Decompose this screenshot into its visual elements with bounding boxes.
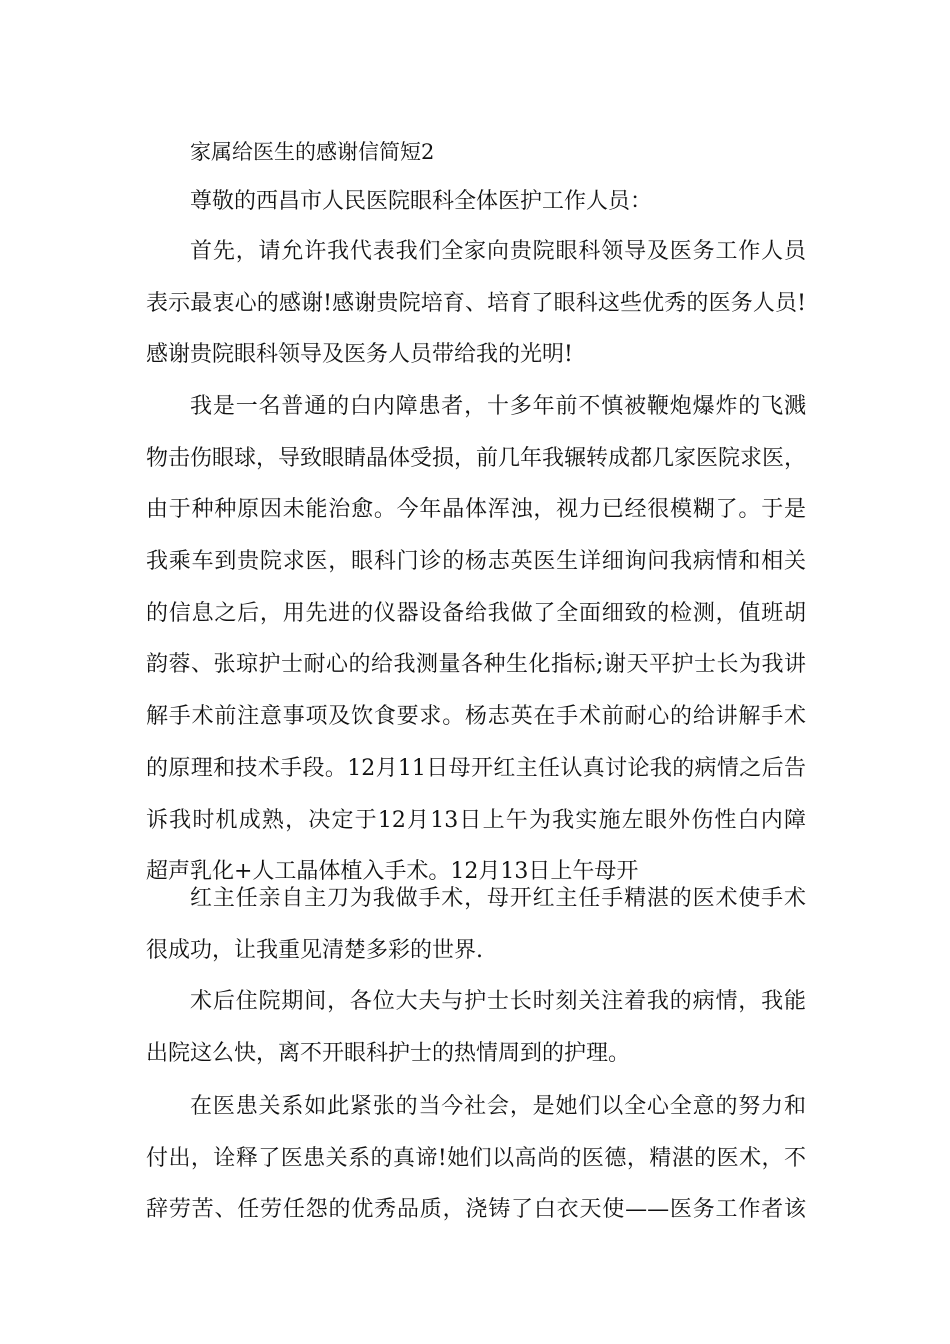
salutation: 尊敬的西昌市人民医院眼科全体医护工作人员：	[190, 189, 653, 214]
paragraph-line: 出院这么快，离不开眼科护士的热情周到的护理。	[146, 1040, 631, 1066]
paragraph-line: 我是一名普通的白内障患者，十多年前不慎被鞭炮爆炸的飞溅	[190, 394, 806, 419]
paragraph-line: 首先，请允许我代表我们全家向贵院眼科领导及医务工作人员	[190, 239, 806, 264]
paragraph-line: 辞劳苦、任劳任怨的优秀品质，浇铸了白衣天使——医务工作者该	[146, 1197, 806, 1223]
paragraph-line: 诉我时机成熟，决定于12月13日上午为我实施左眼外伤性白内障	[146, 807, 806, 833]
paragraph-line: 的原理和技术手段。12月11日母开红主任认真讨论我的病情之后告	[146, 755, 806, 781]
paragraph-line: 在医患关系如此紧张的当今社会，是她们以全心全意的努力和	[190, 1094, 806, 1119]
paragraph-line: 的信息之后，用先进的仪器设备给我做了全面细致的检测，值班胡	[146, 600, 806, 626]
paragraph-1	[146, 226, 806, 381]
paragraph-5	[146, 1081, 806, 1236]
paragraph-line: 红主任亲自主刀为我做手术，母开红主任手精湛的医术使手术	[190, 886, 806, 911]
paragraph-line: 韵蓉、张琼护士耐心的给我测量各种生化指标;谢天平护士长为我讲	[146, 652, 806, 678]
paragraph-line: 我乘车到贵院求医，眼科门诊的杨志英医生详细询问我病情和相关	[146, 549, 806, 575]
paragraph-line: 超声乳化+人工晶体植入手术。12月13日上午母开	[146, 859, 639, 885]
paragraph-3	[146, 873, 806, 976]
paragraph-line: 解手术前注意事项及饮食要求。杨志英在手术前耐心的给讲解手术	[146, 704, 806, 730]
paragraph-line: 术后住院期间，各位大夫与护士长时刻关注着我的病情，我能	[190, 989, 806, 1014]
paragraph-line: 物击伤眼球，导致眼睛晶体受损，前几年我辗转成都几家医院求医，	[146, 445, 806, 471]
paragraph-line: 很成功，让我重见清楚多彩的世界.	[146, 937, 483, 963]
paragraph-line: 感谢贵院眼科领导及医务人员带给我的光明!	[146, 342, 573, 368]
paragraph-line: 表示最衷心的感谢!感谢贵院培育、培育了眼科这些优秀的医务人员!	[146, 290, 806, 316]
document-title: 家属给医生的感谢信简短2	[190, 140, 435, 164]
paragraph-line: 付出，诠释了医患关系的真谛!她们以高尚的医德，精湛的医术，不	[146, 1145, 806, 1171]
paragraph-line: 由于种种原因未能治愈。今年晶体浑浊，视力已经很模糊了。于是	[146, 497, 806, 523]
paragraph-4	[146, 976, 806, 1079]
paragraph-2	[146, 381, 806, 898]
